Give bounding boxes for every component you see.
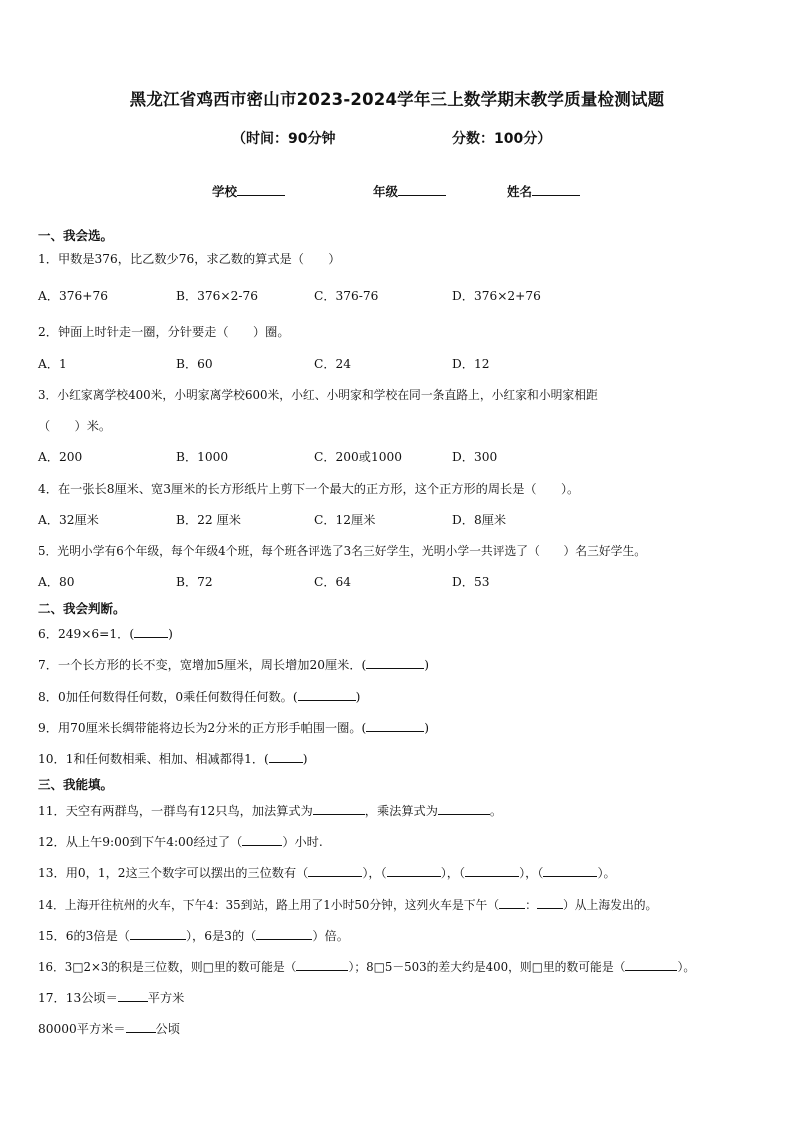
answer-blank[interactable] [543,864,597,877]
school-field [212,182,285,200]
question-8-close: ) [355,690,361,704]
separator: ），（ [362,866,387,880]
answer-blank[interactable] [387,864,441,877]
question-17-text: 17．13公顷＝ [38,991,118,1005]
option-a[interactable]: A．376+76 [38,289,108,303]
time-label: （时间：90分钟 [232,131,336,147]
question-10-close: ) [302,752,308,766]
answer-blank[interactable] [625,958,677,971]
question-15-end: ）倍。 [312,929,349,943]
option-c[interactable]: C．376-76 [314,289,379,303]
question-13-end: ）。 [597,866,616,880]
answer-blank[interactable] [134,625,168,638]
question-9-close: ) [424,721,430,735]
option-b[interactable]: B．1000 [176,450,229,464]
grade-blank[interactable] [398,183,446,196]
separator: ），（ [519,866,544,880]
question-6-text: 6．249×6=1．( [38,627,135,641]
option-b[interactable]: B．376×2-76 [176,289,258,303]
section-heading-2: 二、我会判断。 [38,601,126,616]
document-title: 黑龙江省鸡西市密山市2023-2024学年三上数学期末教学质量检测试题 [129,90,665,109]
answer-blank[interactable] [308,864,362,877]
time-colon: ： [525,898,537,912]
grade-label: 年级 [373,184,399,199]
option-b[interactable]: B．22 厘米 [176,513,241,527]
question-15-text: 15．6的3倍是（ [38,929,130,943]
option-a[interactable]: A．32厘米 [38,513,99,527]
answer-blank[interactable] [313,802,365,815]
option-d[interactable]: D．53 [452,575,490,589]
question-7 [38,656,429,673]
score-label: 分数：100分） [452,131,552,147]
question-8 [38,688,360,705]
section-heading-1: 一、我会选。 [38,228,114,243]
name-label: 姓名 [507,184,533,199]
option-b[interactable]: B．60 [176,357,213,371]
question-9-text: 9．用70厘米长绸带能将边长为2分米的正方形手帕围一圈。( [38,721,367,735]
question-2-text: 2．钟面上时针走一圈，分针要走（ ）圈。 [38,325,290,339]
answer-blank[interactable] [118,989,148,1002]
question-17-unit-2: 公顷 [155,1022,180,1036]
answer-blank[interactable] [296,958,348,971]
option-c[interactable]: C．200或1000 [314,450,402,464]
option-b[interactable]: B．72 [176,575,213,589]
question-16-text: 16．3□2×3的积是三位数，则□里的数可能是（ [38,960,297,974]
question-16 [38,958,695,975]
school-label: 学校 [212,184,238,199]
question-15 [38,927,349,944]
question-4-text: 4．在一张长8厘米、宽3厘米的长方形纸片上剪下一个最大的正方形，这个正方形的周长是（ ）。 [38,482,580,496]
question-14-end: ）从上海发出的。 [562,898,658,912]
question-8-text: 8．0加任何数得任何数，0乘任何数得任何数。( [38,690,298,704]
answer-blank[interactable] [465,864,519,877]
question-3-text-cont: （ ）米。 [38,419,112,433]
option-a[interactable]: A．200 [38,450,83,464]
answer-blank[interactable] [366,656,424,669]
answer-blank[interactable] [537,896,563,909]
question-15-text-2: ），6是3的（ [185,929,257,943]
question-11 [38,802,502,819]
name-blank[interactable] [532,183,580,196]
option-d[interactable]: D．300 [452,450,498,464]
question-14 [38,896,657,913]
answer-blank[interactable] [298,688,356,701]
question-10-text: 10．1和任何数相乘、相加、相减都得1．( [38,752,269,766]
name-field [507,182,580,200]
option-c[interactable]: C．24 [314,357,352,371]
school-blank[interactable] [237,183,285,196]
answer-blank[interactable] [499,896,525,909]
answer-blank[interactable] [256,927,312,940]
question-11-text: 11．天空有两群鸟，一群鸟有12只鸟，加法算式为 [38,804,313,818]
answer-blank[interactable] [269,750,303,763]
section-heading-3: 三、我能填。 [38,777,114,792]
question-16-end: ）。 [677,960,696,974]
question-12-text: 12．从上午9:00到下午4:00经过了（ [38,835,243,849]
option-c[interactable]: C．64 [314,575,352,589]
question-17-part-2 [38,1020,180,1037]
answer-blank[interactable] [130,927,186,940]
question-3-text: 3．小红家离学校400米，小明家离学校600米，小红、小明家和学校在同一条直路上，小红家和小明家相距 [38,388,598,402]
separator: ），（ [440,866,466,880]
option-c[interactable]: C．12厘米 [314,513,376,527]
option-a[interactable]: A．1 [38,357,67,371]
question-14-text: 14．上海开往杭州的火车，下午4：35到站，路上用了1小时50分钟，这列火车是下午（ [38,898,500,912]
option-d[interactable]: D．8厘米 [452,513,507,527]
question-13-text: 13．用0，1，2这三个数字可以摆出的三位数有（ [38,866,309,880]
question-7-text: 7．一个长方形的长不变，宽增加5厘米，周长增加20厘米．( [38,658,367,672]
question-17-unit: 平方米 [147,991,185,1005]
answer-blank[interactable] [242,833,282,846]
question-10 [38,750,308,767]
question-6 [38,625,173,642]
question-5-text: 5．光明小学有6个年级，每个年级4个班，每个班各评选了3名三好学生，光明小学一共评选了（ ）名三好学生。 [38,544,647,558]
question-7-close: ) [424,658,430,672]
question-12 [38,833,323,850]
question-1-text: 1．甲数是376，比乙数少76，求乙数的算式是（ ） [38,252,341,266]
grade-field [373,182,446,200]
question-17 [38,989,184,1006]
answer-blank[interactable] [366,719,424,732]
question-17-text-2: 80000平方米＝ [38,1022,126,1036]
question-11-text-2: ，乘法算式为 [364,804,438,818]
question-11-end: 。 [489,804,503,818]
answer-blank[interactable] [438,802,490,815]
question-13 [38,864,616,881]
answer-blank[interactable] [126,1020,156,1033]
option-d[interactable]: D．376×2+76 [452,289,541,303]
question-16-text-2: ）；8□5－503的差大约是400，则□里的数可能是（ [348,960,626,974]
question-12-end: ）小时. [282,835,323,849]
question-9 [38,719,429,736]
question-6-close: ) [168,627,173,641]
option-d[interactable]: D．12 [452,357,490,371]
option-a[interactable]: A．80 [38,575,75,589]
